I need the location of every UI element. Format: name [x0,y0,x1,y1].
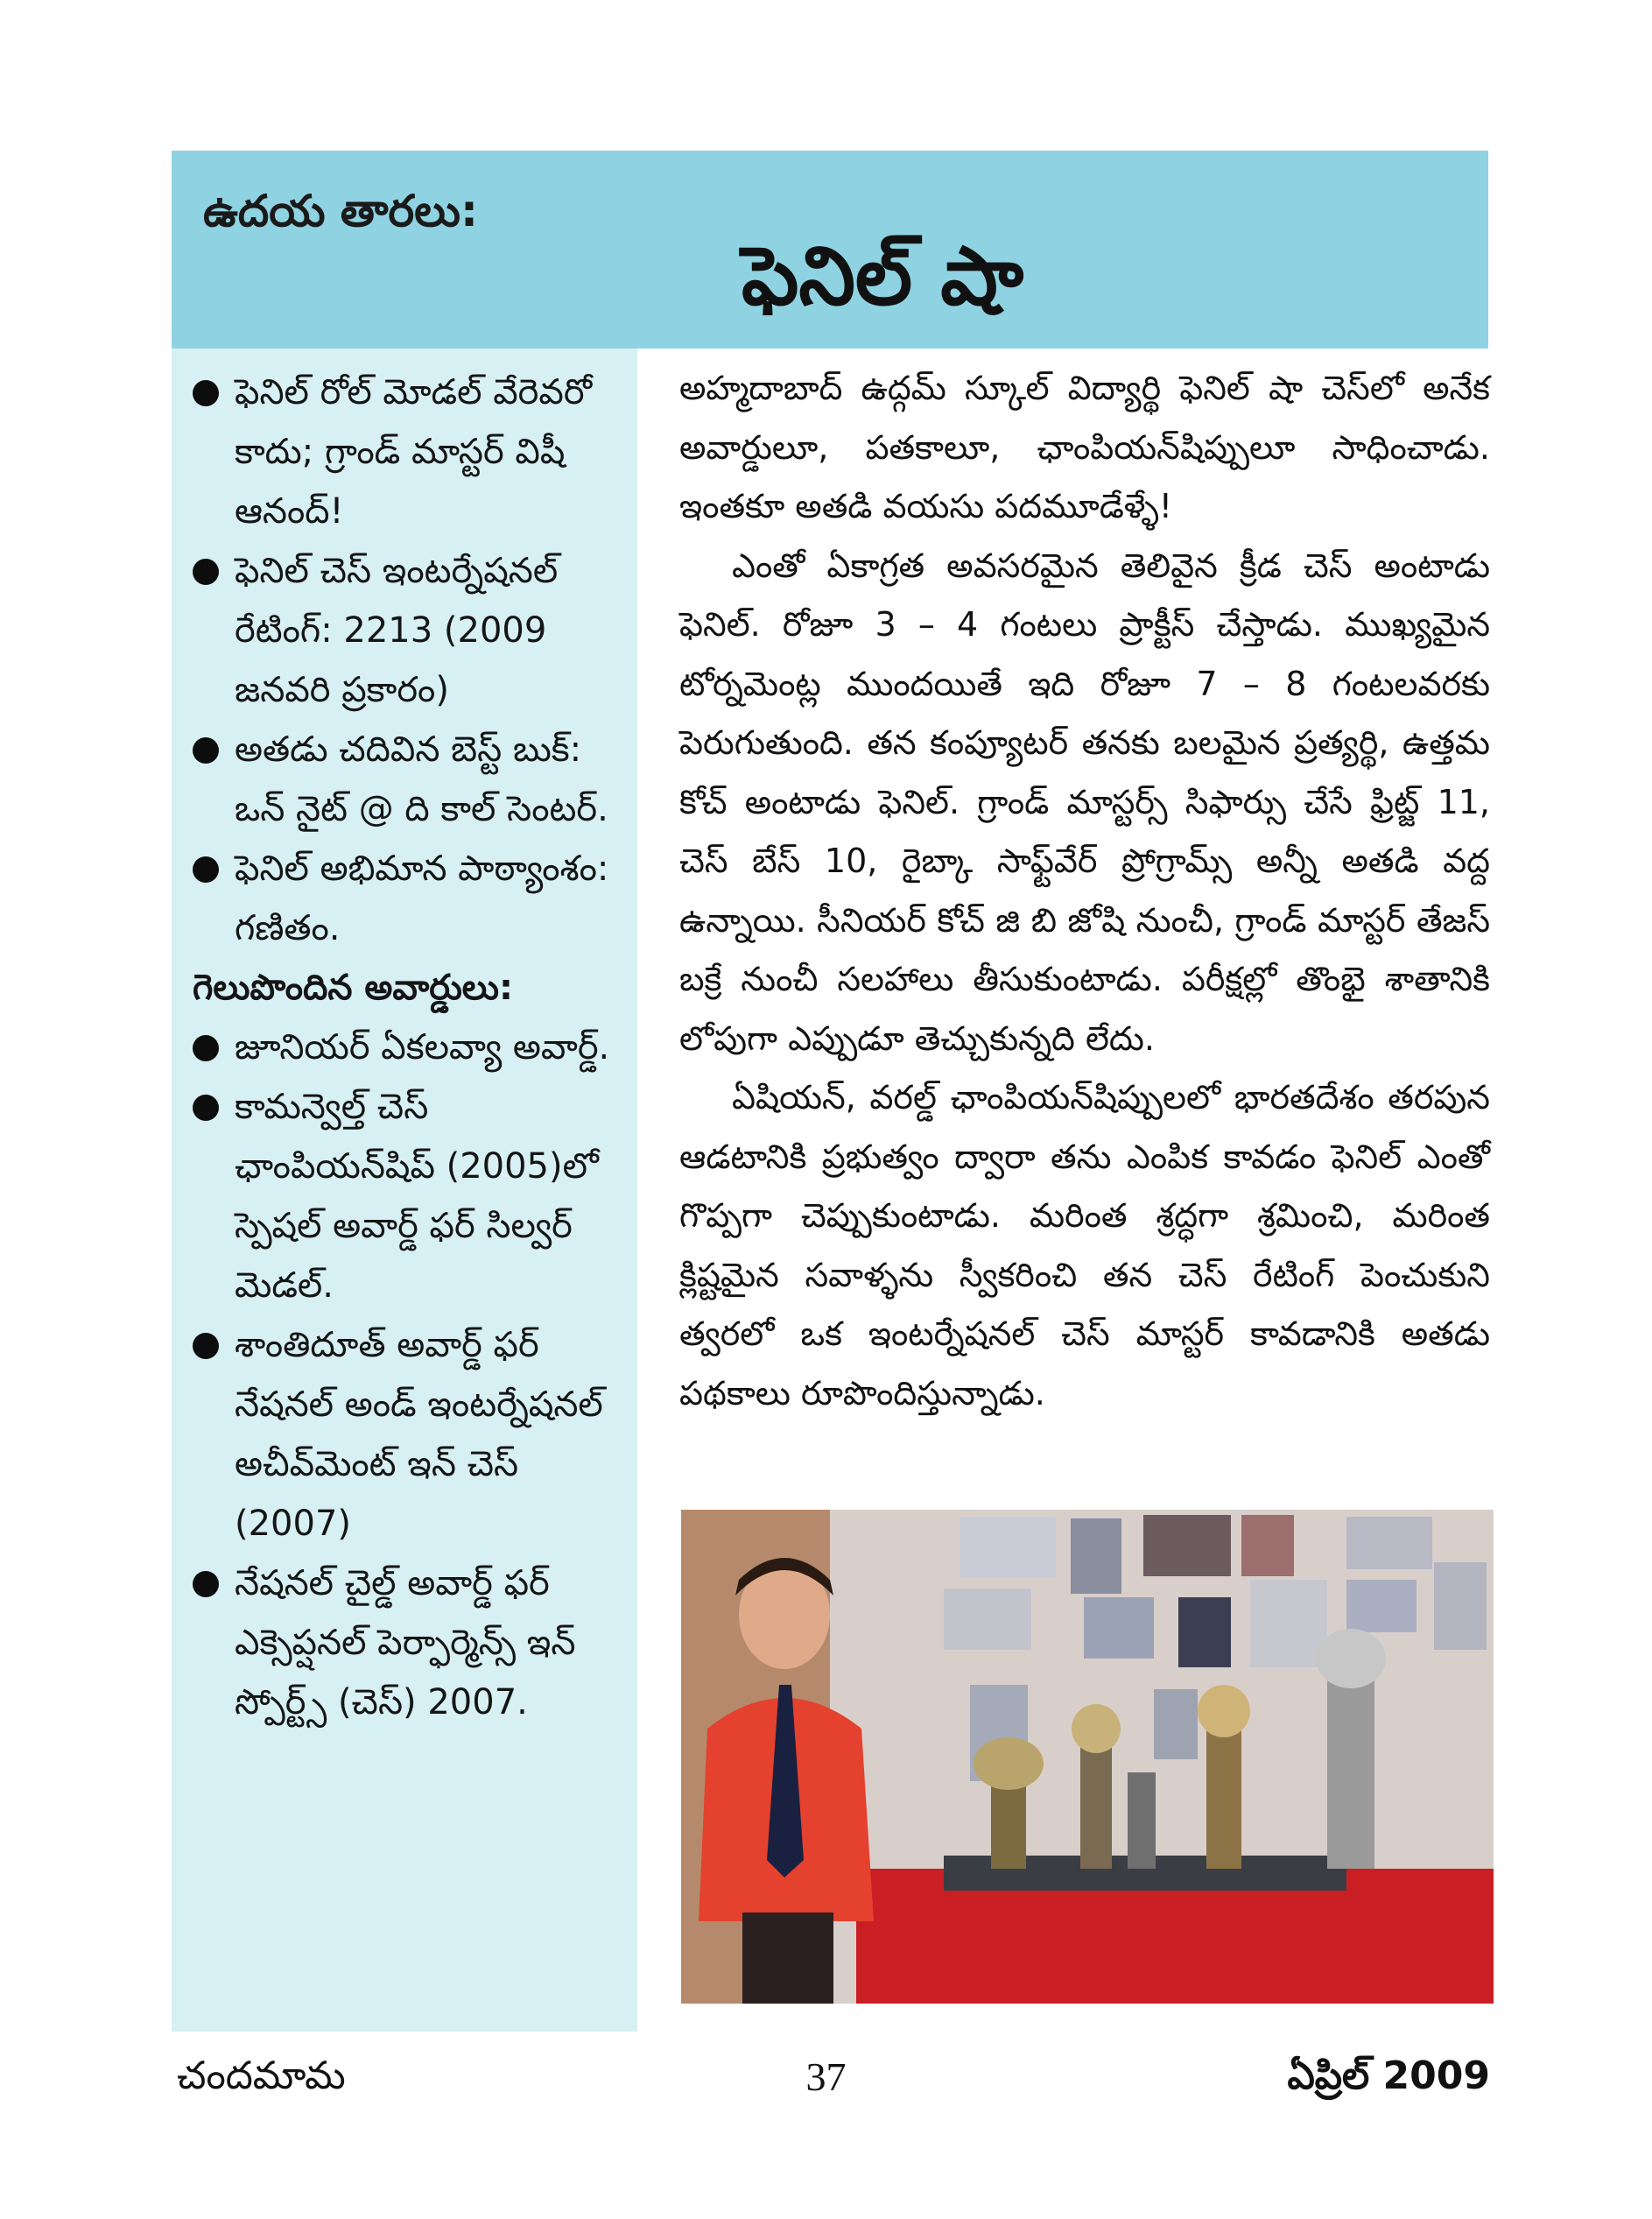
fact-item: ఫెనిల్ అభిమాన పాఠ్యాంశం: గణితం. [193,839,629,958]
bullet-icon [193,1333,219,1359]
footer-page-number: 37 [805,2054,847,2099]
article-photo [681,1510,1494,2004]
fact-item: ఫెనిల్ చెస్ ఇంటర్నేషనల్ రేటింగ్: 2213 (2009 జనవరి ప్రకారం) [193,541,629,720]
award-item: శాంతిదూత్ అవార్డ్ ఫర్ నేషనల్ అండ్ ఇంటర్నేషనల్ అచీవ్‌మెంట్ ఇన్ చెస్ (2007) [193,1315,629,1553]
footer-magazine-name: చందమామ [177,2053,346,2098]
bullet-icon [193,737,219,764]
bullet-icon [193,1035,219,1061]
bullet-icon [193,1095,219,1121]
bullet-icon [193,1571,219,1597]
article-body [679,359,1490,1423]
article-paragraph: అహ్మదాబాద్ ఉద్గమ్ స్కూల్ విద్యార్థి ఫెనిల్ షా చెస్‌లో అనేక అవార్డులూ, పతకాలూ, ఛాంపియన్‌షిప్పులూ సాధించాడు. ఇంతకూ అతడి వయసు పదమూడేళ్ళే! [679,369,1490,525]
bullet-icon [193,380,219,406]
bullet-icon [193,856,219,883]
section-label: ఉదయ తారలు: [203,186,478,236]
fact-item: అతడు చదివిన బెస్ట్ బుక్: ఒన్ నైట్ @ ది కాల్ సెంటర్. [193,720,629,839]
award-item: నేషనల్ చైల్డ్ అవార్డ్ ఫర్ ఎక్సెప్షనల్ పెర్ఫార్మెన్స్ ఇన్ స్పోర్ట్స్ (చెస్) 2007. [193,1553,629,1732]
facts-sidebar [172,349,637,2032]
awards-heading: గెలుపొందిన అవార్డులు: [193,968,514,1008]
award-item: జూనియర్ ఏకలవ్యా అవార్డ్. [193,1018,629,1077]
photo-boy-with-trophies-icon [681,1510,1494,2004]
fact-item: ఫెనిల్ రోల్ మోడల్ వేరెవరో కాదు; గ్రాండ్ మాస్టర్ విషీ ఆనంద్! [193,363,629,541]
header-band [172,151,1488,349]
footer-issue-date: ఏప్రిల్ 2009 [1287,2053,1490,2098]
facts-list [193,363,629,1732]
article-paragraph: ఎంతో ఏకాగ్రత అవసరమైన తెలివైన క్రీడ చెస్ అంటాడు ఫెనిల్. రోజూ 3 – 4 గంటలు ప్రాక్టీస్ చేస్తాడు. ముఖ్యమైన టోర్నమెంట్ల ముందయితే ఇది రోజూ 7 – 8 గంటలవరకు పెరుగుతుంది. తన కంప్యూటర్ తనకు బలమైన ప్రత్యర్థి, ఉత్తమ కోచ్ అంటాడు ఫెనిల్. గ్రాండ్ మాస్టర్స్ సిఫార్సు చేసే ఫ్రిట్జ్ 11, చెస్ బేస్ 10, రైబ్కా సాఫ్ట్‌వేర్ ప్రోగ్రామ్స్ అన్నీ అతడి వద్ద ఉన్నాయి. సీనియర్ కోచ్ జి బి జోషి నుంచీ, గ్రాండ్ మాస్టర్ తేజస్ బక్రే నుంచీ సలహాలు తీసుకుంటాడు. పరీక్షల్లో తొంభై శాతానికి లోపుగా ఎప్పుడూ తెచ్చుకున్నది లేదు. [679,546,1490,1058]
bullet-icon [193,559,219,585]
article-paragraph: ఏషియన్, వరల్డ్ ఛాంపియన్‌షిప్పులలో భారతదేశం తరపున ఆడటానికి ప్రభుత్వం ద్వారా తను ఎంపిక కావడం ఫెనిల్ ఎంతో గొప్పగా చెప్పుకుంటాడు. మరింత శ్రద్ధగా శ్రమించి, మరింత క్లిష్టమైన సవాళ్ళను స్వీకరించి తన చెస్ రేటింగ్ పెంచుకుని త్వరలో ఒక ఇంటర్నేషనల్ చెస్ మాస్టర్ కావడానికి అతడు పథకాలు రూపొందిస్తున్నాడు. [679,1078,1490,1412]
article-title: ఫెనిల్ షా [741,229,1024,323]
award-item: కామన్వెల్త్ చెస్ ఛాంపియన్‌షిప్ (2005)లో స్పెషల్ అవార్డ్ ఫర్ సిల్వర్ మెడల్. [193,1077,629,1315]
